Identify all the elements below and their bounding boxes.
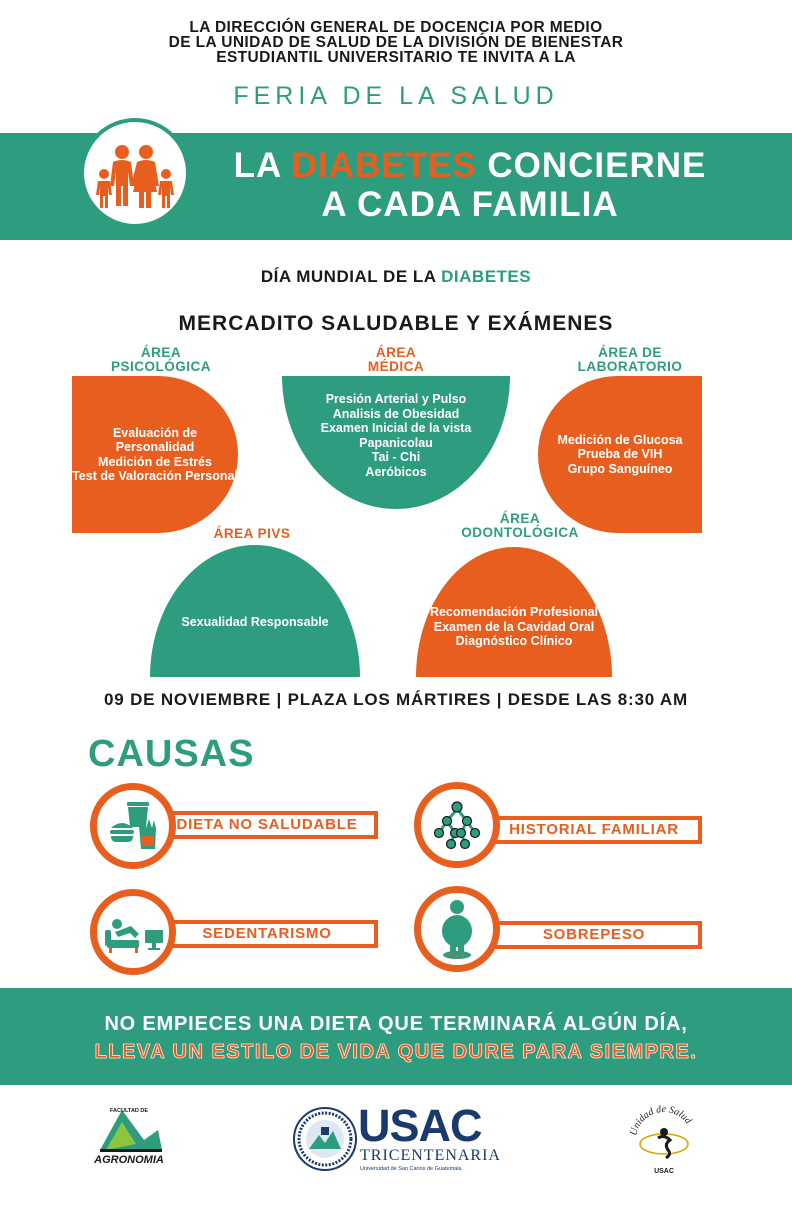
area-title-medica [321,346,471,374]
dia-highlight: DIABETES [441,267,532,286]
area-item: Medición de Estrés [98,454,212,469]
cause-label-historial: HISTORIAL FAMILIAR [490,816,702,844]
area-title-line: PSICOLÓGICA [110,359,211,374]
usac-tricentenaria: TRICENTENARIA [360,1147,501,1164]
area-title-line: LABORATORIO [577,359,683,374]
usac-seal-icon [295,1109,355,1169]
intro-line-2: DE LA UNIDAD DE SALUD DE LA DIVISIÓN DE BIENESTAR [168,34,624,51]
unidad-salud-logo [624,1100,704,1180]
area-title-line: MÉDICA [367,359,425,374]
family-tree-icon [421,789,493,861]
slogan-line-2: LLEVA UN ESTILO DE VIDA QUE DURE PARA SIEMPRE. [94,1041,698,1063]
area-title-psicologica [86,346,236,374]
headline-part-1: LA [233,146,292,185]
area-medica [282,376,510,509]
area-item: Test de Valoración Personal [72,469,238,483]
area-item: Papanicolau [359,435,433,450]
area-item: Medición de Glucosa [557,432,683,447]
event-name: FERIA DE LA SALUD [233,82,559,110]
area-title-line: ÁREA [499,511,541,526]
agronomia-emblem-icon [92,1100,166,1174]
junk-food-icon [97,790,169,862]
cause-label-sobrepeso: SOBREPESO [490,921,702,949]
slogan-band [0,988,792,1085]
area-title-line: ÁREA [375,345,417,360]
headline-part-2: CONCIERNE [476,146,707,185]
area-item: Recomendación Profesional [429,605,599,620]
overweight-person-icon [421,893,493,965]
area-title-line: ÁREA [140,345,182,360]
headline-line-1 [190,146,750,185]
dia-prefix: DÍA MUNDIAL DE LA [260,267,442,286]
area-title-pivs [172,527,332,541]
unidad-salud-sub: USAC [654,1168,674,1175]
couch-tv-icon [97,896,169,968]
area-item: Evaluación de Personalidad [112,425,198,454]
headline [190,146,750,224]
area-laboratorio [538,376,702,533]
usac-seal [293,1107,357,1171]
area-item: Examen de la Cavidad Oral [433,619,595,634]
area-title-line: ÁREA PIVS [213,526,291,541]
area-psicologica [72,376,238,533]
cause-sobrepeso-circle [414,886,500,972]
cause-dieta-circle [90,783,176,869]
headline-line-2: A CADA FAMILIA [321,185,619,224]
intro-text [0,20,792,65]
cause-label-sedentarismo: SEDENTARISMO [160,920,378,948]
area-item: Prueba de VIH [577,447,663,462]
area-item: Analisis de Obesidad [332,406,460,421]
family-logo [80,118,190,228]
area-title-line: ODONTOLÓGICA [461,525,579,540]
unidad-salud-text: Unidad de Salud [628,1103,694,1137]
area-item: Presión Arterial y Pulso [325,392,467,406]
cause-sedentarismo-circle [90,889,176,975]
usac-caption: Universidad de San Carlos de Guatemala [360,1166,462,1172]
agronomia-top-text: FACULTAD DE [110,1108,148,1114]
area-item: Diagnóstico Clínico [455,634,573,649]
event-dateline: 09 DE NOVIEMBRE | PLAZA LOS MÁRTIRES | DESDE LAS 8:30 AM [104,690,688,709]
area-pivs [150,545,360,677]
area-title-line: ÁREA DE [598,345,662,360]
unidad-salud-emblem-icon [624,1100,704,1180]
family-icon [84,122,186,224]
area-item: Grupo Sanguíneo [567,461,673,476]
usac-wordmark: USAC [358,1100,482,1151]
area-title-laboratorio [555,346,705,374]
headline-highlight: DIABETES [291,146,477,185]
dia-mundial [0,267,792,287]
area-item: Sexualidad Responsable [181,614,329,629]
area-odontologica [416,547,612,677]
cause-label-dieta: DIETA NO SALUDABLE [160,811,378,839]
area-item: Examen Inicial de la vista [320,421,472,435]
intro-line-3: ESTUDIANTIL UNIVERSITARIO TE INVITA A LA [216,49,576,66]
mercadito-title: MERCADITO SALUDABLE Y EXÁMENES [178,312,614,335]
slogan-line-1: NO EMPIECES UNA DIETA QUE TERMINARÁ ALGÚN DÍA, [104,1013,688,1035]
causas-title: CAUSAS [88,733,255,775]
cause-historial-circle [414,782,500,868]
area-item: Aeróbicos [365,464,427,479]
intro-line-1: LA DIRECCIÓN GENERAL DE DOCENCIA POR MEDIO [189,19,603,36]
agronomia-text: AGRONOMIA [94,1154,164,1166]
agronomia-logo [92,1100,166,1174]
area-item: Tai - Chi [371,450,421,464]
